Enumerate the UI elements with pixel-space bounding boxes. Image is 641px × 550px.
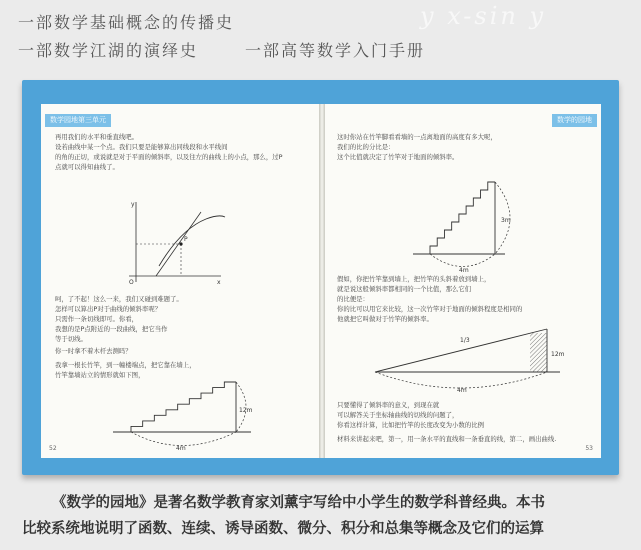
right-text-line: 他就把它叫做对于竹竿的倾斜率。 [337,315,433,323]
right-text-line: 我们的比的分比是： [337,143,395,151]
caption-line-1: 《数学的园地》是著名数学教育家刘薰宇写给中小学生的数学科普经典。本书 [52,495,545,511]
graph-curve [159,216,225,266]
banner-line-2: 一部数学江湖的演绎史 [18,41,199,60]
watermark: y x-sin y [420,2,547,30]
banner-line-3: 一部高等数学入门手册 [245,41,426,60]
left-text-line: 竹竿靠墙站立的情形就如下图， [55,371,145,379]
left-page-tag: 数学园地第三单元 [45,114,111,127]
svg-text:4m: 4m [459,267,469,274]
right-ramp [375,329,565,394]
graph-point-label: P [184,236,188,243]
right-text-line: 材料来讲起来吧，第一，用一条水平的直线和一条垂直的线，第二，画出曲线. [337,435,557,443]
right-text-line: 就是说这般倾斜率都相同的一个比值，那么它们 [337,285,472,293]
right-page-number: 53 [585,445,593,452]
left-text-line: 设若曲线中某一个点。我们只要是能够算出同线段和水平线间 [55,143,228,151]
left-text-line: 只需作一条切线即可。你看， [55,315,139,323]
graph-point-p [179,242,182,245]
graph-tangent-line [156,212,201,276]
left-figures [41,104,319,458]
right-text-line: 的比便是： [337,295,369,303]
right-text-line: 可以解答关于坐标轴曲线的切线的问题了， [337,411,459,419]
right-page [325,104,601,458]
svg-text:12m: 12m [551,351,565,358]
right-text-line: 这时你站在竹竿脚看看墙的一点离地面的高度有多大呢， [337,133,497,141]
right-text-line: 你看这样计算，比如把竹竿的长度改变为小数的比例 [337,421,484,429]
left-text-line: 点就可以得知曲线了。 [55,163,119,171]
graph-y-label: y [131,201,135,208]
left-text-line: 呵，了不起！这么一来，我们又碰到难题了。 [55,295,183,303]
graph-origin-label: O [129,279,134,286]
caption-line-2: 比较系统地说明了函数、连续、诱导函数、微分、积分和总集等概念及它们的运算 [22,521,544,537]
left-page [41,104,319,458]
left-text-line: 的角的正切，或说就是对于平面的倾斜率，以及往左的曲线上的小点，那么，过P [55,153,283,161]
svg-text:12m: 12m [239,407,253,414]
banner-line-1: 一部数学基础概念的传播史 [18,13,235,32]
right-staircase [413,182,511,274]
left-text-line: 我拿一根长竹竿，到一幢楼端点，把它靠在墙上， [55,361,196,369]
left-page-number: 52 [49,445,57,452]
right-text-line: 只要懂得了倾斜率的意义，到现在就 [337,401,440,409]
left-text-line: 你一时拿不着木杆去测吗？ [55,347,132,355]
right-text-line: 这个比值就决定了竹竿对于地面的倾斜率。 [337,153,459,161]
svg-text:4m: 4m [457,387,467,394]
book-photo [22,80,619,475]
graph-x-label: x [217,279,221,286]
svg-text:1/3: 1/3 [460,337,470,344]
right-text-line: 你的比可以用它来比较，这一次竹竿对于地面的倾斜程度是相同的 [337,305,523,313]
left-text-line: 等于切线。 [55,335,87,343]
svg-text:4m: 4m [176,445,186,452]
svg-text:3m: 3m [501,217,511,224]
left-text-line: 我想的是P点附近的一段曲线，把它当作 [55,325,168,333]
right-page-tag: 数学的园地 [552,114,597,127]
left-staircase [113,382,253,452]
left-text-line: 再用我们的水平和垂直线吧。 [55,133,139,141]
right-text-line: 假如，你把竹竿靠到墙上，把竹竿的头斜着放到墙上， [337,275,491,283]
left-text-line: 怎样可以算出P对于曲线的倾斜率呢？ [55,305,162,313]
